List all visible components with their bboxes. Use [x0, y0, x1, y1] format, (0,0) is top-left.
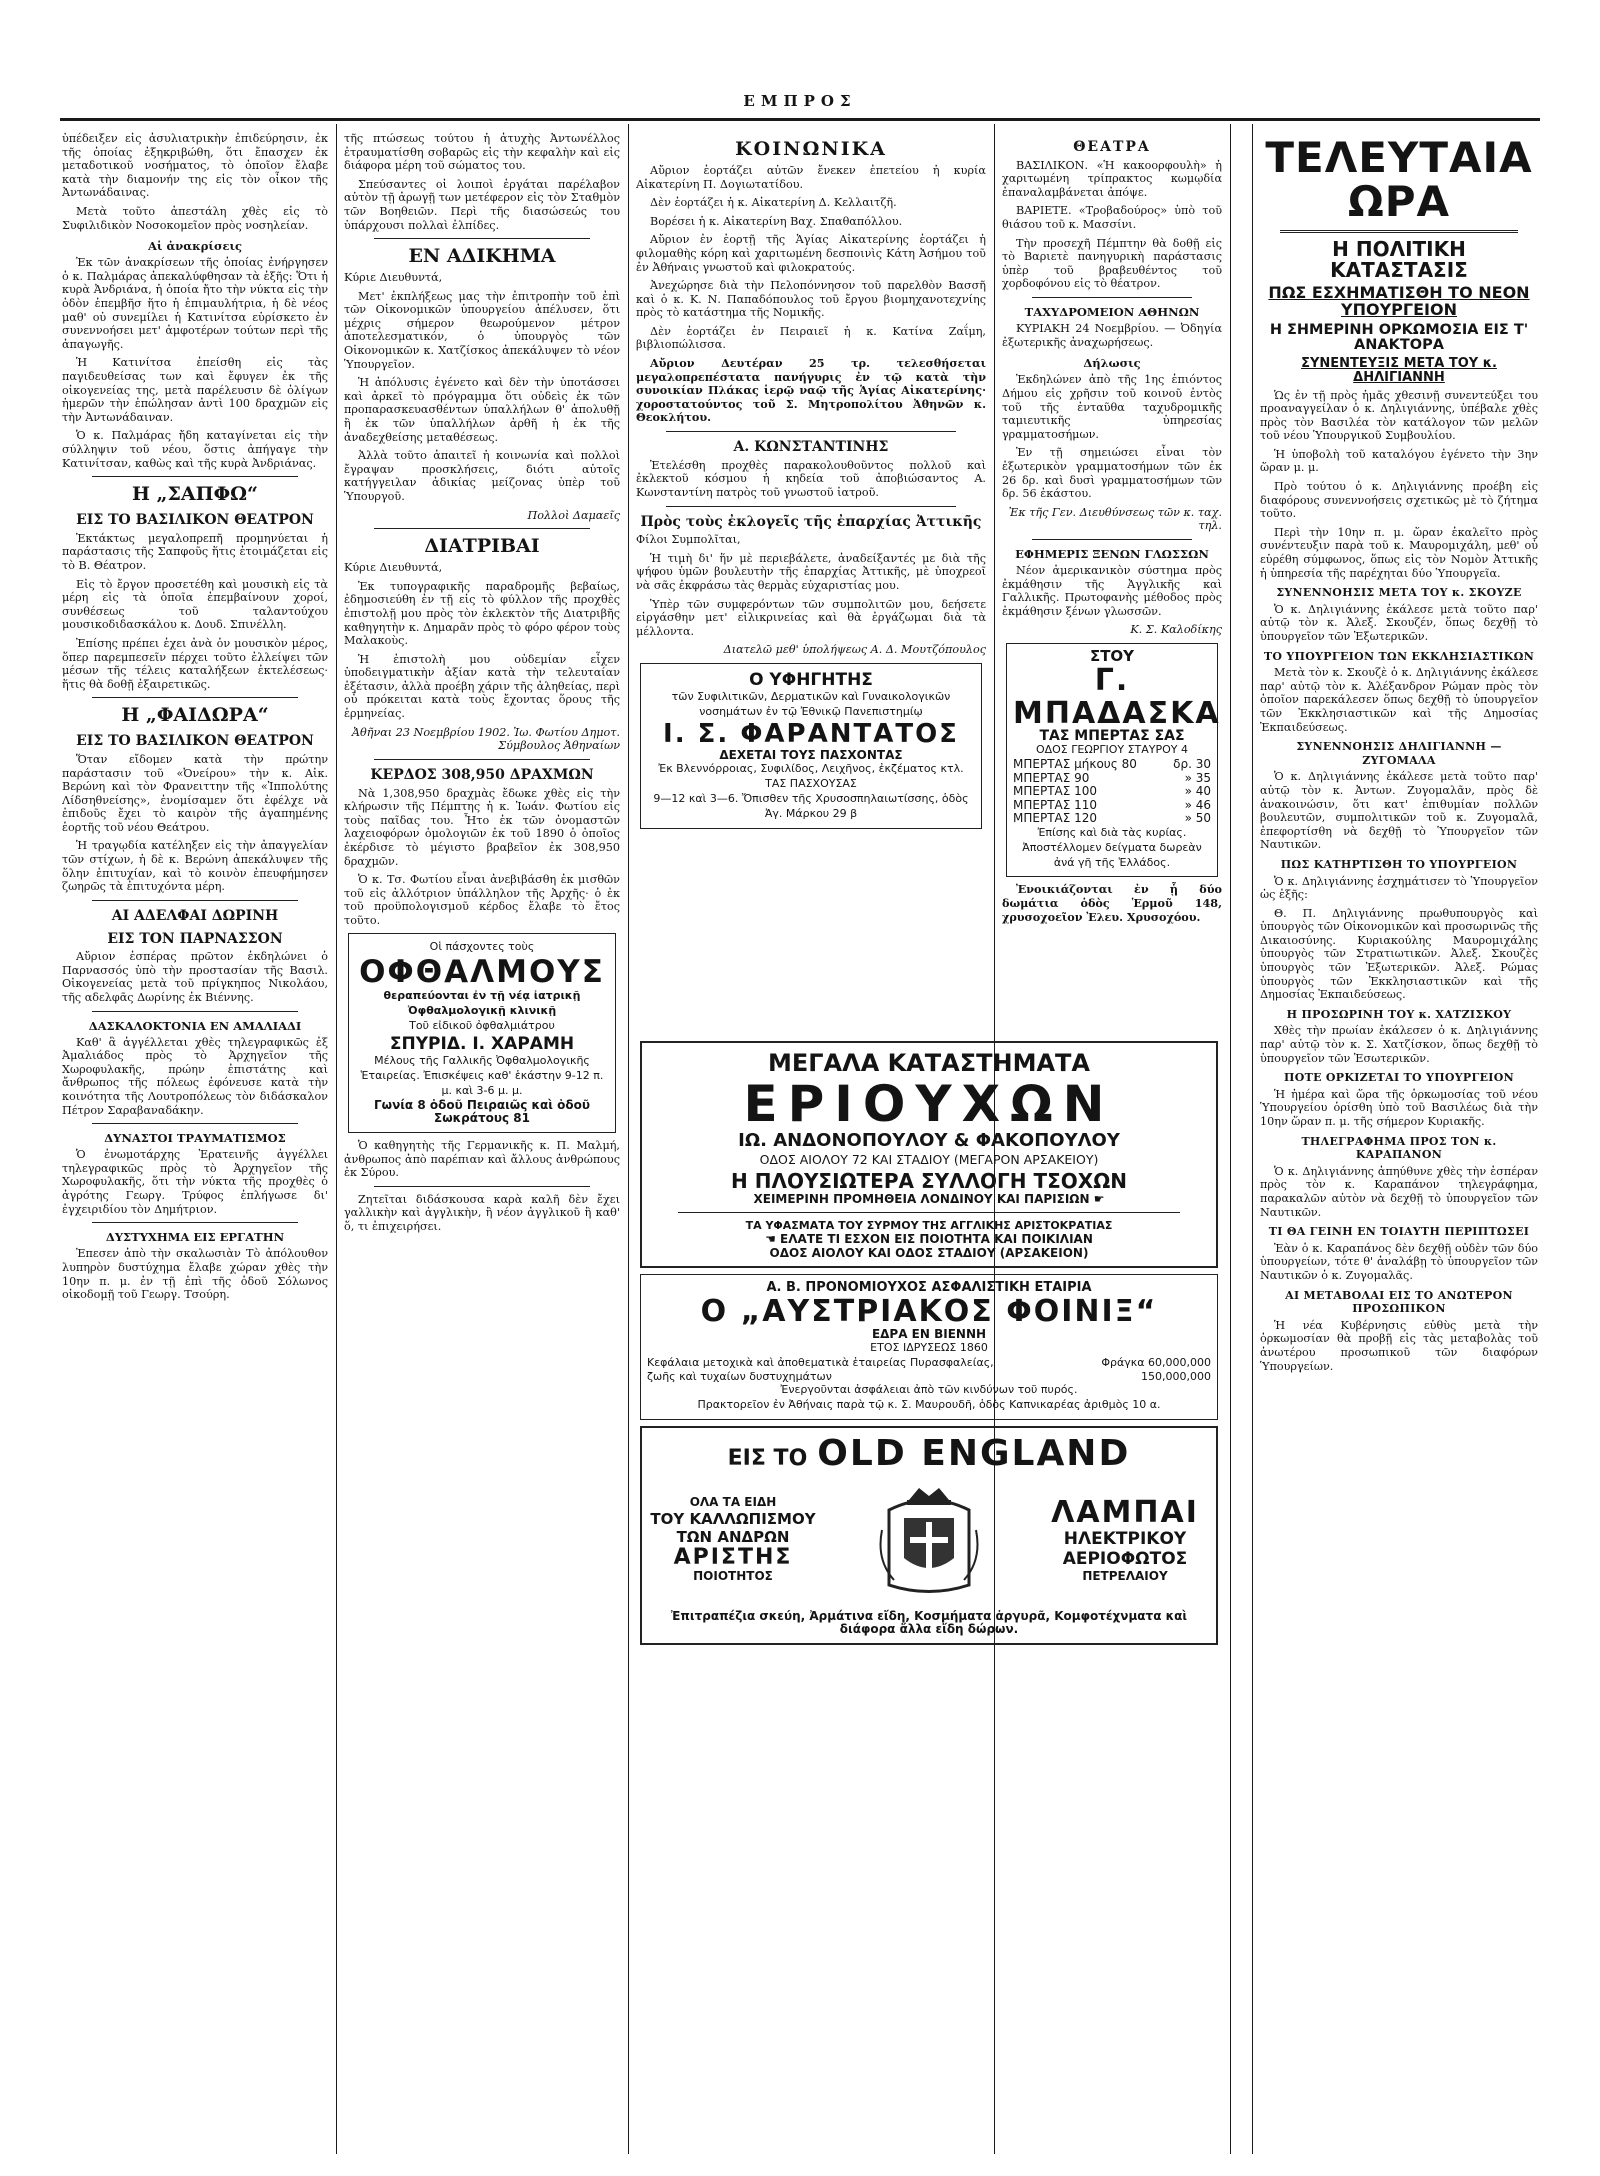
article-paragraph: Ἐπίσης πρέπει ἐχει ἀνὰ ὁν μουσικὸν μέρος, ὅπερ παρεμπεσεῖν πέρχει τοῦτο ἐλλείψει τῶν μέσων τῆς τέλεις καταλήξεων ἐκτελέσεως· ἥτις θὰ δοθῇ ἐξαιρετικῶς. [62, 636, 328, 691]
article-paragraph: Αὔριον ἐν ἑορτῇ τῆς Ἁγίας Αἰκατερίνης ἑορτάζει ἡ φιλομαθὴς κόρη καὶ χαριτωμένη δεσποινὶς Κάτη Ἀσήμου τοῦ ἐν Ἀθήναις γνωστοῦ καὶ φιλοκρατούς. [636, 233, 986, 274]
section-headline: ΘΕΑΤΡΑ [1073, 139, 1151, 155]
capital-row [647, 1370, 1211, 1384]
article-headline: ΑΙ ΑΔΕΛΦΑΙ ΔΩΡΙΝΗ [111, 907, 279, 924]
article-paragraph: Ἀλλὰ τοῦτο ἀπαιτεῖ ἡ κοινωνία καὶ πολλοὶ ἔγραψαν προσκλήσεις, διότι αὐτοῖς κατήγγειλαν ἀδικίας μείζονας ὑπὲρ τοῦ Ὑπουργοῦ. [344, 449, 620, 503]
capital-row [647, 1356, 1211, 1370]
article-headline: ΕΝ ΑΔΙΚΗΜΑ [408, 245, 556, 268]
royal-crest-icon [874, 1480, 984, 1600]
article-headline: ΔΙΑΤΡΙΒΑΙ [424, 535, 540, 558]
article-paragraph: ΚΥΡΙΑΚΗ 24 Νοεμβρίου. — Ὀδηγία ἐξωτερικῆς ἀναχωρήσεως. [1002, 322, 1222, 349]
article-paragraph: Ἡ νέα Κυβέρνησις εὐθὺς μετὰ τὴν ὁρκωμοσίαν θὰ προβῇ εἰς τὰς μεταβολὰς τοῦ ἀνωτέρου προσωπικοῦ τῶν διαφόρων Ὑπουργείων. [1260, 1318, 1538, 1373]
ad-line: ΠΕΤΡΕΛΑΙΟΥ [1082, 1568, 1168, 1583]
ad-line: Ἐκ Βλεννόρροιας, Συφιλίδος, Λειχῆνος, ἐκζέματος κτλ. ΤΑΣ ΠΑΣΧΟΥΣΑΣ [658, 762, 964, 791]
ad-line: ΕΔΡΑ ΕΝ ΒΙΕΝΝΗ [871, 1326, 987, 1341]
divider [1280, 230, 1518, 233]
article-paragraph: Ἐκδηλώνεν ἀπὸ τῆς 1ης ἐπιόντος Δήμου εἰς χρῆσιν τοῦ κοινοῦ ἐντὸς τοῦ τῆς ἐνταῦθα ταχυδρομικῆς ταμιευτικῆς ὑπηρεσίας γραμματοσήμων. [1002, 373, 1222, 441]
column-divider [628, 124, 629, 2154]
article-paragraph: Ἡ ἀπόλυσις ἐγένετο καὶ δὲν τὴν ὑποτάσσει καὶ ἀρκεῖ τὸ πρόγραμμα ὅτι οὐδεὶς ἐκ τῶν προπαρασκευασθέντων ὑπαλλήλων θ' ἀπολυθῇ ἢ ἐκ τῶν ὑπαλλήλων ἀρθῆ ἡ ἐκ τῆς ἀναδεχθείσης μεταθέσεως. [344, 376, 620, 444]
price-row [1013, 772, 1211, 786]
article-paragraph: Ὁ κ. Δηλιγιάννης ἐσχημάτισεν τὸ Ὑπουργεῖον ὡς ἑξῆς: [1260, 874, 1538, 902]
ad-line: Οἱ πάσχοντες τοὺς [429, 940, 535, 954]
divider [92, 476, 298, 477]
section-heading: Αἱ ἀνακρίσεις [147, 239, 243, 254]
article-paragraph: Νέον ἀμερικανικὸν σύστημα πρὸς ἐκμάθησιν τῆς Ἀγγλικῆς καὶ Γαλλικῆς. Πρωτοφανὴς μέθοδος πρὸς ἐκμάθησιν ξένων γλωσσῶν. [1002, 563, 1222, 618]
signature: Ἐκ τῆς Γεν. Διευθύνσεως τῶν κ. ταχ. τηλ. [1008, 505, 1222, 533]
price-item: ΜΠΕΡΤΑΣ 90 [1013, 770, 1090, 785]
article-headline: ΔΥΣΤΥΧΗΜΑ ΕΙΣ ΕΡΓΑΤΗΝ [105, 1230, 285, 1245]
section-subheading: ΤΙ ΘΑ ΓΕΙΝΗ ΕΝ ΤΟΙΑΥΤΗ ΠΕΡΙΠΤΩΣΕΙ [1268, 1225, 1530, 1239]
article-paragraph: Νὰ 1,308,950 δραχμὰς ἔδωκε χθὲς εἰς τὴν κλήρωσιν τῆς Πέμπτης ἡ κ. Ἰωάν. Φωτίου εἰς τοὺς παῖδας του. Ἦτο ἐκ τῶν ὀνομαστῶν λαχειοφόρων ὁμολογιῶν ἐκ τοῦ 1890 ὁ ὁποῖος ἐκέρδισε τὸ μέγιστο βραβεῖον ἐκ 308,950 δραχμῶν. [344, 786, 620, 868]
ad-name: ΣΠΥΡΙΔ. Ι. ΧΑΡΑΜΗ [389, 1033, 575, 1054]
article-paragraph: Πρὸ τούτου ὁ κ. Δηλιγιάννης προέβη εἰς διαφόρους συνεννοήσεις σχετικῶς μὲ τὸ ζήτημα τοῦτο. [1260, 480, 1538, 521]
lead-subheadline: Η ΣΗΜΕΡΙΝΗ ΟΡΚΩΜΟΣΙΑ ΕΙΣ Τ' ΑΝΑΚΤΟΡΑ [1269, 321, 1529, 353]
advertisement-old-england [640, 1426, 1218, 1645]
price-item: ΜΠΕΡΤΑΣ μήκους 80 [1013, 756, 1137, 771]
lead-subheadline: ΠΩΣ ΕΣΧΗΜΑΤΙΣΘΗ ΤΟ ΝΕΟΝ ΥΠΟΥΡΓΕΙΟΝ [1268, 283, 1530, 319]
article-paragraph: Ἐνοικιάζονται ἐν ᾗ δύο δωμάτια ὁδὸς Ἑρμοῦ 148, χρυσοχοεῖον Ἐλευ. Χρυσοχόου. [1002, 882, 1222, 924]
ad-address: ΟΔΟΣ ΑΙΟΛΟΥ ΚΑΙ ΟΔΟΣ ΣΤΑΔΙΟΥ (ΑΡΣΑΚΕΙΟΝ) [769, 1245, 1089, 1260]
ad-headline: ΕΡΙΟΥΧΩΝ [743, 1074, 1115, 1133]
article-headline: ΤΑΧΥΔΡΟΜΕΙΟΝ ΑΘΗΝΩΝ [1024, 305, 1200, 320]
ad-headline: OLD ENGLAND [817, 1433, 1131, 1475]
article-paragraph: ΒΑΣΙΛΙΚΟΝ. «Ἡ κακοορφουλὴ» ἡ χαριτωμένη τρίπρακτος κωμῳδία ἐπαναλαμβάνεται ἀπόψε. [1002, 158, 1222, 199]
divider [374, 759, 590, 760]
ad-right-block [1040, 1496, 1210, 1583]
article-subheadline: ΕΙΣ ΤΟ ΒΑΣΙΛΙΚΟΝ ΘΕΑΤΡΟΝ [76, 512, 314, 529]
divider [92, 900, 298, 901]
article-paragraph: Περὶ τὴν 10ην π. μ. ὥραν ἐκαλεῖτο πρὸς συνέντευξιν παρὰ τοῦ κ. Μαυρομιχάλη, μεθ' οὗ εὑρέθη σύμφωνος, ὅπως εἰς τὸν Νομὸν Ἀττικῆς ἡ ὑπηρεσία τῆς παρέχηται δύο Ὑπουργεῖα. [1260, 525, 1538, 580]
masthead-title: ΕΜΠΡΟΣ [743, 92, 857, 110]
pointing-hand-icon: ☚ [765, 1231, 776, 1246]
article-headline: ΕΦΗΜΕΡΙΣ ΞΕΝΩΝ ΓΛΩΣΣΩΝ [1015, 546, 1209, 561]
ad-line: τῶν Συφιλιτικῶν, Δερματικῶν καὶ Γυναικολογικῶν νοσημάτων ἐν τῷ Ἐθνικῷ Πανεπιστημίῳ [671, 690, 951, 719]
price-row [1013, 785, 1211, 799]
ad-line: Η ΠΛΟΥΣΙΩΤΕΡΑ ΣΥΛΛΟΓΗ ΤΣΟΧΩΝ [731, 1168, 1127, 1193]
price-row [1013, 812, 1211, 826]
article-paragraph: Αὔριον ἐσπέρας πρῶτον ἐκδηλώνει ὁ Παρνασσός ὑπὸ τὴν προστασίαν τῆς Βασιλ. Οἰκογενείας μετὰ τοῦ πρίγκηπος Νικολάου, τῆς αδελφᾶς Δωρίνης ἐκ Βιέννης. [62, 950, 328, 1004]
ad-body-row [648, 1474, 1210, 1606]
section-subheading: ΑΙ ΜΕΤΑΒΟΛΑΙ ΕΙΣ ΤΟ ΑΝΩΤΕΡΟΝ ΠΡΟΣΩΠΙΚΟΝ [1285, 1288, 1513, 1316]
price-value: » 46 [1184, 797, 1211, 812]
article-paragraph: Εἰς τὸ ἔργον προσετέθη καὶ μουσικὴ εἰς τὰ μέρη εἰς τὰ ὁποῖα ἐπεμβαίνουν χοροί, συνθέσεως τοῦ ταλαντούχου μουσικοδιδασκάλου κ. Δουδ. Σπινέλλη. [62, 577, 328, 632]
article-paragraph: Ζητεῖται διδάσκουσα καρὰ καλῆ δὲν ἔχει γαλλικὴν καὶ ἀγγλικὴν, ἢ νέον ἀγγλικοῦ ἢ καθ' ὅ, τι ἐπιχειρήσει. [344, 1192, 620, 1234]
masthead-rule [60, 118, 1540, 121]
lead-subheadline: ΣΥΝΕΝΤΕΥΞΙΣ ΜΕΤΑ ΤΟΥ κ. ΔΗΛΙΓΙΑΝΝΗ [1301, 356, 1497, 385]
article-paragraph: Ἐν τῇ σημειώσει εἶναι τὸν ἐξωτερικὸν γραμματοσήμων τῶν ἐκ 26 δρ. καὶ δυσὶ γραμματοσήμων τῶν δρ. 56 ἐκάστου. [1002, 446, 1222, 501]
ad-line: ΑΕΡΙΟΦΩΤΟΣ [1062, 1549, 1188, 1570]
article-paragraph: ὑπέδειξεν εἰς ἀσυλιατρικὴν ἐπιδεύρησιν, ἐκ τῆς ὁποίας ἐξηκριβώθη, ὅτι ἔπασχεν ἐκ μεταδοτικοῦ νοσήματος, τὸ ὁποῖον ἔλαβε κατὰ τὴν διαμονήν της εἰς τὸν οἶκον τῆς Ἀντωνάδαινας. [62, 132, 328, 200]
signature: Κ. Σ. Καλοδίκης [1130, 623, 1222, 637]
article-paragraph: Ὁ ἐνωμοτάρχης Ἐρατεινῆς ἀγγέλλει τηλεγραφικῶς πρὸς τὸ Ἀρχηγεῖον τῆς Χωροφυλακῆς, ὅτι τὴν νύκτα τῆς προχθὲς ὁ ἀγρότης Γεωργ. Τρύφος ἐπλήγωσε δι' ἐγχειριδίου τὸν Δημήτριον. [62, 1148, 328, 1216]
article-paragraph: ΒΑΡΙΕΤΕ. «Τροβαδούρος» ὑπὸ τοῦ θιάσου τοῦ κ. Μασσίνι. [1002, 204, 1222, 232]
divider [666, 431, 956, 432]
article-paragraph: Τὴν προσεχῆ Πέμπτην θὰ δοθῇ εἰς τὸ Βαριετὲ πανηγυρικὴ παράστασις ὑπὲρ τοῦ βραβευθέντος τοῦ χορδοφόνου εἰς τὸ θέατρον. [1002, 236, 1222, 291]
ad-line: Τοῦ εἰδικοῦ ὀφθαλμιάτρου [409, 1019, 555, 1033]
article-paragraph: Ἐὰν ὁ κ. Καραπάνος δὲν δεχθῇ οὐδὲν τῶν δύο ὑπουργείων, τότε θ' ἀναλάβῃ τὸ ὑπουργεῖον τῶν Ναυτικῶν ὁ κ. Ζυγομαλᾶς. [1260, 1241, 1538, 1282]
section-headline: ΚΟΙΝΩΝΙΚΑ [735, 138, 887, 160]
divider [92, 697, 298, 698]
ad-line: Ἐνεργοῦνται ἀσφάλειαι ἀπὸ τῶν κινδύνων τοῦ πυρός. [780, 1383, 1078, 1397]
ad-line: Ἀποστέλλομεν δείγματα δωρεὰν ἀνά γῆ τῆς Ἑλλάδος. [1022, 840, 1202, 869]
signature: Ἀθῆναι 23 Νοεμβρίου 1902. Ἰω. Φωτίου Δημοτ. Σύμβουλος Ἀθηναίων [351, 725, 620, 753]
article-headline: Δήλωσις [1083, 356, 1141, 371]
ad-headline: ΟΦΘΑΛΜΟΥΣ [359, 954, 605, 991]
divider [92, 1011, 298, 1012]
article-paragraph: Κύριε Διευθυντά, [344, 561, 443, 575]
ad-line: ΙΩ. ΑΝΔΟΝΟΠΟΥΛΟΥ & ΦΑΚΟΠΟΥΛΟΥ [738, 1130, 1120, 1152]
ad-line: ΑΡΙΣΤΗΣ [673, 1544, 793, 1570]
section-subheading: ΤΟ ΥΠΟΥΡΓΕΙΟΝ ΤΩΝ ΕΚΚΛΗΣΙΑΣΤΙΚΩΝ [1263, 649, 1535, 663]
article-paragraph: Ὁ κ. Τσ. Φωτίου εἶναι ἀνεβιβάσθη ἐκ μισθῶν τοῦ εἰς ἀλλότριον ὑπάλληλον τῆς Ἀρχῆς· ὁ ἐκ τοῦ προϋπολογισμοῦ κέρδος ἔλαβε τὸ ἔτος τοῦτο. [344, 873, 620, 927]
divider [1032, 539, 1192, 540]
section-subheading: ΣΥΝΕΝΝΟΗΣΙΣ ΔΗΛΙΓΙΑΝΝΗ — ΖΥΓΟΜΑΛΑ [1296, 740, 1502, 767]
ad-line: Ἐπιτραπέζια σκεύη, Ἀρμάτινα εἴδη, Κοσμήματα ἀργυρᾶ, Κομφοτέχνματα καὶ διάφορα ἄλλα εἴδη δώρων. [670, 1608, 1188, 1637]
article-paragraph: Μετ' ἐκπλήξεως μας τὴν ἐπιτροπὴν τοῦ ἐπὶ τῶν Οἰκονομικῶν ὑπουργείου ἀπέλυσεν, ὅτι μέχρις σήμερον θεωρούμενον μέτρον ἀποτελεσματικόν, ὁ ὑπουργὸς τῶν Οἰκονομικῶν κ. Χατζίσκος ἀπεκάλυψεν τὸ νέον Ὑπουργεῖον. [344, 289, 620, 371]
article-paragraph: Αὔριον Δευτέραν 25 τρ. τελεσθήσεται μεγαλοπρεπέστατα πανήγυρις ἐν τῷ κατὰ τὴν συνοικίαν Πλάκας ἱερῷ ναῷ τῆς Ἁγίας Αἰκατερίνης· χοροστατούντος τοῦ Σ. Μητροπολίτου Ἀθηνῶν κ. Θεοκλήτου. [636, 356, 986, 425]
signature: Διατελῶ μεθ' ὑπολήψεως Α. Δ. Μουτζόπουλος [723, 643, 986, 657]
column-5 [1260, 132, 1538, 2152]
ad-line: ΕΤΟΣ ΙΔΡΥΣΕΩΣ 1860 [870, 1341, 988, 1355]
ad-line: Ἐπίσης καὶ διὰ τὰς κυρίας. [1037, 825, 1187, 839]
article-subheadline: ΕΙΣ ΤΟΝ ΠΑΡΝΑΣΣΟΝ [107, 930, 283, 947]
ad-line: ΤΟΥ ΚΑΛΛΩΠΙΣΜΟΥ [650, 1509, 816, 1528]
article-paragraph: Ἡ ὑποβολὴ τοῦ καταλόγου ἐγένετο τὴν 3ην ὥραν μ. μ. [1260, 447, 1538, 475]
article-paragraph: Ἡ ἡμέρα καὶ ὥρα τῆς ὁρκωμοσίας τοῦ νέου Ὑπουργείου ὁρίσθη ὑπὸ τοῦ Βασιλέως διὰ τὴν 10ην ὥραν π. μ. τῆς σήμερον Κυριακῆς. [1260, 1087, 1538, 1128]
price-value: » 40 [1184, 784, 1211, 799]
article-paragraph: Ἐκ τυπογραφικῆς παραδρομῆς βεβαίως, ἐδημοσιεύθη ἐν τῇ εἰς τὸ φύλλον τῆς προχθὲς ἐπιστολῇ μου πρὸς τὸν ἐκλεκτὸν τῆς Διατριβῆς καθηγητὴν κ. Δημαρᾶν πρὸς τὸ φόρο φέρον τοὺς Μαλακοὺς. [344, 579, 620, 648]
article-paragraph: Αὔριον ἑορτάζει αὐτῶν ἔνεκεν ἐπετείου ἡ κυρία Αἰκατερίνη Π. Δογιωτατίδου. [636, 163, 986, 191]
ad-headline: Ο ΥΦΗΓΗΤΗΣ [749, 669, 873, 690]
article-paragraph: Δὲν ἑορτάζει ἐν Πειραιεῖ ἡ κ. Κατίνα Ζαΐμη, βιβλιοπώλισσα. [636, 324, 986, 352]
article-paragraph: Ὁ κ. Δηλιγιάννης ἐκάλεσε μετὰ τοῦτο παρ' αὐτῷ τὸν κ. Ἀντων. Ζυγομαλᾶν, πρὸς δὲ ἀνακοινώσιν, ὅτι κατ' ἐπιθυμίαν πολλῶν βουλευτῶν, συμπολιτικῶν τοῦ κ. Ζυγομαλᾶ, ἐπεφορτίσθη νὰ δεχθῇ τὸ Ὑπουργεῖον τῶν Ναυτικῶν. [1260, 770, 1538, 852]
article-paragraph: Βορέσει ἡ κ. Αἰκατερίνη Βαχ. Σπαθαπόλλου. [650, 214, 903, 228]
divider [92, 1222, 298, 1223]
divider [1032, 297, 1192, 298]
ad-title-row [648, 1434, 1210, 1474]
price-row [1013, 758, 1211, 772]
article-paragraph: Ὡς ἐν τῇ πρὸς ἡμᾶς χθεσινῇ συνεντεύξει του προαναγγείλαν ὁ κ. Δηλιγιάννης, ὑπέβαλε χθὲς πρὸς τὸν Βασιλέα τὸν κατάλογον τῶν μελῶν τοῦ νέου Ὑπουργικοῦ Συμβουλίου. [1260, 388, 1538, 443]
ad-address: ΟΔΟΣ ΓΕΩΡΓΙΟΥ ΣΤΑΥΡΟΥ 4 [1035, 743, 1189, 757]
divider [374, 238, 590, 239]
article-headline: Η „ΣΑΠΦΩ“ [131, 483, 258, 506]
article-paragraph: Ὁ κ. Παλμάρας ἤδη καταγίνεται εἰς τὴν σύλληψιν τοῦ νέου, ὅστις ἀπήγαγε τὴν Κατινίτσαν, καθὼς καὶ τῆς κυρὰ Ἀνδριάνας. [62, 429, 328, 470]
ad-line: ΗΛΕΚΤΡΙΚΟΥ [1063, 1528, 1187, 1549]
article-paragraph: Ὅταν εἴδομεν κατὰ τὴν πρώτην παράστασιν τοῦ «Ὀνείρου» τὴν κ. Αἰκ. Βερώνη καὶ τὸν Φρανειττην τῆς «Ἱππολύτης Λίδσηθνείσης», ἐνομίσαμεν ὅτι ἐφέλχε νὰ ἐπιδοῦς ἔχει τὸ καιρὸν τῆς ἀγαπημένης ἑορτῆς τοῦ νέου Θεάτρου. [62, 752, 328, 834]
advertisement-physician [640, 663, 982, 829]
article-paragraph: Ὁ κ. Δηλιγιάννης ἀπηύθυνε χθὲς τὴν ἑσπέραν πρὸς τὸν κ. Καραπάνον τηλεγράφημα, παρακαλῶν αὐτὸν νὰ δεχθῇ τὸ ὑπουργεῖον τῶν Ναυτικῶν. [1260, 1164, 1538, 1219]
section-subheading: ΣΥΝΕΝΝΟΗΣΙΣ ΜΕΤΑ ΤΟΥ κ. ΣΚΟΥΖΕ [1276, 586, 1522, 600]
price-row [1013, 799, 1211, 813]
section-subheading: ΠΩΣ ΚΑΤΗΡΤΙΣΘΗ ΤΟ ΥΠΟΥΡΓΕΙΟΝ [1280, 857, 1518, 871]
ad-name: Ι. Σ. ΦΑΡΑΝΤΑΤΟΣ [663, 719, 959, 750]
section-subheading: Η ΠΡΟΣΩΡΙΝΗ ΤΟΥ κ. ΧΑΤΖΙΣΚΟΥ [1286, 1007, 1512, 1021]
ad-text: ΧΕΙΜΕΡΙΝΗ ΠΡΟΜΗΘΕΙΑ ΛΟΝΔΙΝΟΥ ΚΑΙ ΠΑΡΙΣΙΩΝ [753, 1191, 1090, 1206]
lead-headline: ΤΕΛΕΥΤΑΙΑ ΩΡΑ [1265, 133, 1533, 227]
article-paragraph: Φίλοι Συμπολῖται, [636, 533, 741, 547]
ad-line: θεραπεύονται ἐν τῇ νέᾳ ἰατρικῇ Ὀφθαλμολογικῇ κλινικῇ [383, 989, 581, 1018]
ad-line: ΛΑΜΠΑΙ [1051, 1494, 1199, 1530]
ad-line: ΤΑΣ ΜΠΕΡΤΑΣ ΣΑΣ [1039, 727, 1185, 744]
article-paragraph: Θ. Π. Δηλιγιάννης πρωθυπουργὸς καὶ ὑπουργὸς τῶν Οἰκονομικῶν καὶ προσωρινῶς τῆς Δικαιοσύνης. Κυριακούλης Μαυρομιχάλης ὑπουργὸς τῶν Στρατιωτικῶν. Ἀλεξ. Σκουζὲς ὑπουργὸς τῶν Ἐξωτερικῶν. Ἀλεξ. Ρώμας ὑπουργὸς τῶν Ἐκκλησιαστικῶν καὶ τῆς Δημοσίας Ἐκπαιδεύσεως. [1260, 906, 1538, 1002]
column-divider [1252, 124, 1253, 2154]
ad-address: Γωνία 8 ὁδοῦ Πειραιῶς καὶ ὁδοῦ Σωκράτους 81 [374, 1097, 590, 1126]
ad-line: ΔΕΧΕΤΑΙ ΤΟΥΣ ΠΑΣΧΟΝΤΑΣ [719, 747, 903, 762]
ad-line: ΣΤΟΥ [1089, 646, 1135, 665]
article-subheadline: ΕΙΣ ΤΟ ΒΑΣΙΛΙΚΟΝ ΘΕΑΤΡΟΝ [76, 733, 314, 750]
article-paragraph: Ὑπὲρ τῶν συμφερόντων τῶν συμπολιτῶν μου, δεήσετε εἰργάσθην μετ' εἰλικρινείας καὶ θὰ ἐργάζωμαι διὰ τὰ μέλλοντα. [636, 597, 986, 638]
section-subheading: ΤΗΛΕΓΡΑΦΗΜΑ ΠΡΟΣ ΤΟΝ κ. ΚΑΡΑΠΑΝΟΝ [1301, 1134, 1497, 1162]
advertisement-erioukhon [640, 1041, 1218, 1268]
article-paragraph: Χθὲς τὴν πρωίαν ἐκάλεσεν ὁ κ. Δηλιγιάννης παρ' αὐτῷ τὸν κ. Σ. Χατζίσκον, ὅπως δεχθῇ τὸ ὑπουργεῖον τῶν Ἐσωτερικῶν. [1260, 1024, 1538, 1065]
article-headline: ΚΕΡΔΟΣ 308,950 ΔΡΑΧΜΩΝ [370, 766, 594, 783]
column-divider [1230, 124, 1231, 2154]
price-value: » 35 [1184, 770, 1211, 785]
wide-ads [636, 1035, 1222, 2145]
article-paragraph: Ὁ καθηγητὴς τῆς Γερμανικῆς κ. Π. Μαλμή, ἀνθρωπος ἀπὸ παρέπιαν καὶ ἄλλους ἀνθρώπους ἐκ Σύρου. [344, 1139, 620, 1180]
divider [666, 506, 956, 507]
section-subheading: ΠΟΤΕ ΟΡΚΙΖΕΤΑΙ ΤΟ ΥΠΟΥΡΓΕΙΟΝ [1284, 1071, 1514, 1085]
divider [374, 528, 590, 529]
capital-value: 150,000,000 [1141, 1369, 1211, 1383]
pointing-hand-icon: ☛ [1093, 1191, 1105, 1206]
article-headline: ΔΥΝΑΣΤΟΙ ΤΡΑΥΜΑΤΙΣΜΟΣ [104, 1131, 286, 1146]
article-paragraph: Ὁ κ. Δηλιγιάννης ἐκάλεσε μετὰ τοῦτο παρ' αὐτῷ τὸν κ. Ἀλεξ. Σκουζέν, ὅπως δεχθῇ τὸ ὑπουργεῖον τῶν Ἐξωτερικῶν. [1260, 602, 1538, 643]
price-item: ΜΠΕΡΤΑΣ 120 [1013, 811, 1098, 826]
article-paragraph: Ἐτελέσθη προχθὲς παρακολουθοῦντος πολλοῦ καὶ ἐκλεκτοῦ κόσμου ἡ κηδεία τοῦ ἀποβιώσαντος Α. Κωνσταντίνη πατρὸς τοῦ γνωστοῦ ἰατροῦ. [636, 458, 986, 499]
article-paragraph: Ἡ ἐπιστολὴ μου οὐδεμίαν εἶχεν ὑποδειγματικὴν ἀξίαν κατὰ τὴν τελευταίαν ἐξέτασιν, ἀλλὰ προέβη χάριν τῆς ἀληθείας, περὶ οὗ πρόκειται κατὰ τοὺς ἔχοντας ὅρους τῆς ἑρμηνείας. [344, 652, 620, 721]
article-paragraph: τῆς πτώσεως τούτου ἡ ἀτυχὴς Ἀντωνέλλος ἐτραυματίσθη σοβαρῶς εἰς τὴν κεφαλὴν καὶ εἰς διάφορα μέρη τοῦ σώματος του. [344, 132, 620, 173]
ad-line: ΠΟΙΟΤΗΤΟΣ [693, 1568, 773, 1583]
article-paragraph: Ἡ τιμὴ δι' ἥν μὲ περιεβάλετε, ἀναδείξαντές με διὰ τῆς ψήφου ὑμῶν βουλευτὴν τῆς ἐπαρχίας Ἀττικῆς, μὲ ὑποχρεοῖ νὰ σᾶς ἐκφράσω τὰς θερμὰς εὐχαριστίας μου. [636, 551, 986, 592]
article-paragraph: Σπεύσαντες οἱ λοιποὶ ἐργάται παρέλαβον αὐτὸν τῇ ἀρωγῇ των μετέφερον εἰς τὸν Σταθμὸν τῶν Βοηθειῶν. Περὶ τῆς διασώσεώς του ὑπάρχουσι πολλαὶ ἐλπίδες. [344, 177, 620, 232]
article-headline: Η „ΦΑΙΔΩΡΑ“ [121, 704, 269, 727]
column-divider [336, 124, 337, 2154]
signature: Πολλοὶ Δαμαεῖς [527, 508, 620, 522]
article-paragraph: Δὲν ἑορτάζει ἡ κ. Αἰκατερίνη Δ. Κελλαιτζῆ. [650, 196, 897, 210]
divider [678, 1212, 1180, 1213]
article-paragraph: Κύριε Διευθυντά, [344, 271, 443, 285]
advertisement-phoenix-insurance [640, 1274, 1218, 1420]
ad-left-block [648, 1496, 818, 1583]
article-paragraph: Μετὰ τὸν κ. Σκουζὲ ὁ κ. Δηλιγιάννης ἐκάλεσε παρ' αὐτῷ τὸν κ. Ἀλέξανδρον Ρώμαν πρὸς τὸν ὁποῖον παρεκάλεσεν ὅπως δεχθῇ τὸ ὑπουργεῖον τῶν Ἐκκλησιαστικῶν καὶ τῆς Δημοσίας Ἐκπαιδεύσεως. [1260, 666, 1538, 734]
capital-label: Κεφάλαια μετοχικὰ καὶ ἀποθεματικὰ ἑταιρείας Πυρασφαλείας, [647, 1356, 994, 1370]
article-headline: Πρὸς τοὺς ἐκλογεῖς τῆς ἐπαρχίας Ἀττικῆς [640, 513, 982, 530]
ad-line [648, 1233, 1210, 1247]
ad-line: ΜΕΓΑΛΑ ΚΑΤΑΣΤΗΜΑΤΑ [767, 1049, 1091, 1077]
ad-line: Πρακτορεῖον ἐν Ἀθήναις παρὰ τῷ κ. Σ. Μαυρουδῆ, ὁδὸς Καπνικαρέας ἀριθμὸς 10 α. [697, 1398, 1161, 1412]
article-paragraph: Καθ' ἃ ἀγγέλλεται χθὲς τηλεγραφικῶς ἐξ Ἀμαλιάδος πρὸς τὸ Ἀρχηγεῖον τῆς Χωροφυλακῆς, πρώην ἐπιστάτης καὶ ἄνθρωπος τῆς πόλεως ἐφόνευσε κατὰ τὴν κοινότητα τῆς Λουτροπόλεως τὸν διδάσκαλον Πέτρον Σαραβαναδάκην. [62, 1035, 328, 1117]
advertisement-ophthalmology [348, 933, 616, 1133]
ad-address: ΟΔΟΣ ΑΙΟΛΟΥ 72 ΚΑΙ ΣΤΑΔΙΟΥ (ΜΕΓΑΡΟΝ ΑΡΣΑΚΕΙΟΥ) [759, 1151, 1099, 1167]
divider [92, 1123, 298, 1124]
ad-line: ΟΛΑ ΤΑ ΕΙΔΗ [689, 1494, 777, 1509]
article-paragraph: Ἡ τραγῳδία κατέληξεν εἰς τὴν ἀπαγγελίαν τῶν στίχων, ἡ δὲ κ. Βερώνη ἀπεκάλυψεν τῆς ὅλην ἐπιτυχίαν, καὶ τὸ κοινὸν ἐπευφήμησεν ζωηρῶς τὰ ἐπιτυχόντα μέρη. [62, 839, 328, 894]
capital-value: Φράγκα 60,000,000 [1101, 1356, 1211, 1370]
article-paragraph: Ἡ Κατινίτσα ἐπείσθη εἰς τὰς παγιδευθείσας των καὶ ἔφυγεν ἐκ τῆς οἰκογενείας της, μετὰ παρέλευσιν δὲ ὀλίγων ἡμερῶν τὴν ἐπώλησαν ἀντὶ 100 δραχμῶν εἰς τὴν Ἀντωνάδαιναν. [62, 356, 328, 424]
ad-line: 9—12 καὶ 3—6. Ὄπισθεν τῆς Χρυσοσπηλαιωτίσσης, ὁδὸς Ἀγ. Μάρκου 29 β [653, 791, 969, 820]
column-4 [1002, 132, 1222, 1032]
article-headline: ΔΑΣΚΑΛΟΚΤΟΝΙΑ ΕΝ ΑΜΑΛΙΑΔΙ [88, 1018, 302, 1033]
ad-line: Α. Β. ΠΡΟΝΟΜΙΟΥΧΟΣ ΑΣΦΑΛΙΣΤΙΚΗ ΕΤΑΙΡΙΑ [766, 1280, 1092, 1296]
ad-headline: Γ. ΜΠΑΔΑΣΚΑ [1013, 662, 1221, 731]
price-value: δρ. 30 [1173, 756, 1211, 771]
divider [374, 1186, 590, 1187]
price-item: ΜΠΕΡΤΑΣ 100 [1013, 784, 1098, 799]
article-paragraph: Ἐκ τῶν ἀνακρίσεων τῆς ὁποίας ἐνήργησεν ὁ κ. Παλμάρας ἀπεκαλύφθησαν τὰ ἑξῆς: Ὅτι ἡ κυρὰ Ἀνδριάνα, ἡ ὁποία ἤτο τὴν νύκτα εἰς τὴν ὁδὸν ἐπεμβῆσ ἥτο ἡ ἐπιμαυλήτρια, ἡ δὲ νέος μαθ' οὐ συνεμίλει ἡ Κατινίτσα εὑρίσκετο ἐν συνεννοήσει μετ' ἀμφοτέρων τούτων περὶ τῆς ἀπαγωγῆς. [62, 256, 328, 351]
ad-text: ΕΛΑΤΕ ΤΙ ΕΣΧΟΝ ΕΙΣ ΠΟΙΟΤΗΤΑ ΚΑΙ ΠΟΙΚΙΛΙΑΝ [780, 1231, 1093, 1246]
ad-line: ΤΩΝ ΑΝΔΡΩΝ [676, 1527, 790, 1546]
article-paragraph: Ἐκτάκτως μεγαλοπρεπῆ προμηνύεται ἡ παράστασις τῆς Σαπφοῦς ἥτις ἑτοιμάζεται εἰς τὸ Β. Θέατρον. [62, 531, 328, 572]
ad-line: ΕΙΣ ΤΟ [727, 1446, 808, 1472]
ad-line: Μέλους τῆς Γαλλικῆς Ὀφθαλμολογικῆς Ἑταιρείας. Ἐπισκέψεις καθ' ἑκάστην 9-12 π. μ. καὶ 3-6 μ. μ. [360, 1054, 604, 1098]
article-headline: Α. ΚΩΝΣΤΑΝΤΙΝΗΣ [733, 439, 889, 456]
article-paragraph: Ἀνεχώρησε διὰ τὴν Πελοπόννησον τοῦ παρελθὸν Βασσῆ καὶ ὁ κ. Κ. Ν. Παπαδόπουλος τοῦ ἔργου βιομηχανοτεχνίης πρὸς τὸ κατάστημα τῆς Νομικῆς. [636, 279, 986, 320]
price-item: ΜΠΕΡΤΑΣ 110 [1013, 797, 1098, 812]
lead-subheadline: Η ΠΟΛΙΤΙΚΗ ΚΑΤΑΣΤΑΣΙΣ [1330, 237, 1468, 283]
ad-line [648, 1193, 1210, 1207]
column-1 [62, 132, 328, 2152]
column-2 [344, 132, 620, 2152]
ad-line: ΤΑ ΥΦΑΣΜΑΤΑ ΤΟΥ ΣΥΡΜΟΥ ΤΗΣ ΑΓΓΛΙΚΗΣ ΑΡΙΣΤΟΚΡΑΤΙΑΣ [745, 1219, 1113, 1233]
article-paragraph: Ἐπεσεν ἀπὸ τὴν σκαλωσιὰν Τὸ ἀπόλουθον λυπηρὸν δυστύχημα ἔλαβε χώραν χθὲς τὴν 10ην π. μ. ἐν τῇ ἐπὶ τῆς ὁδοῦ Σόλωνος οἰκοδομῇ τοῦ Γεωργ. Τσούρη. [62, 1247, 328, 1302]
capital-label: ζωῆς καὶ τυχαίων δυστυχημάτων [647, 1369, 832, 1383]
price-value: » 50 [1184, 811, 1211, 826]
advertisement-badaskas [1006, 643, 1221, 878]
article-paragraph: Μετὰ τοῦτο ἀπεστάλη χθὲς εἰς τὸ Συφιλιδικὸν Νοσοκομεῖον πρὸς νοσηλείαν. [62, 204, 328, 232]
ad-headline: Ο „ΑΥΣΤΡΙΑΚΟΣ ΦΟΙΝΙΞ“ [700, 1293, 1158, 1329]
